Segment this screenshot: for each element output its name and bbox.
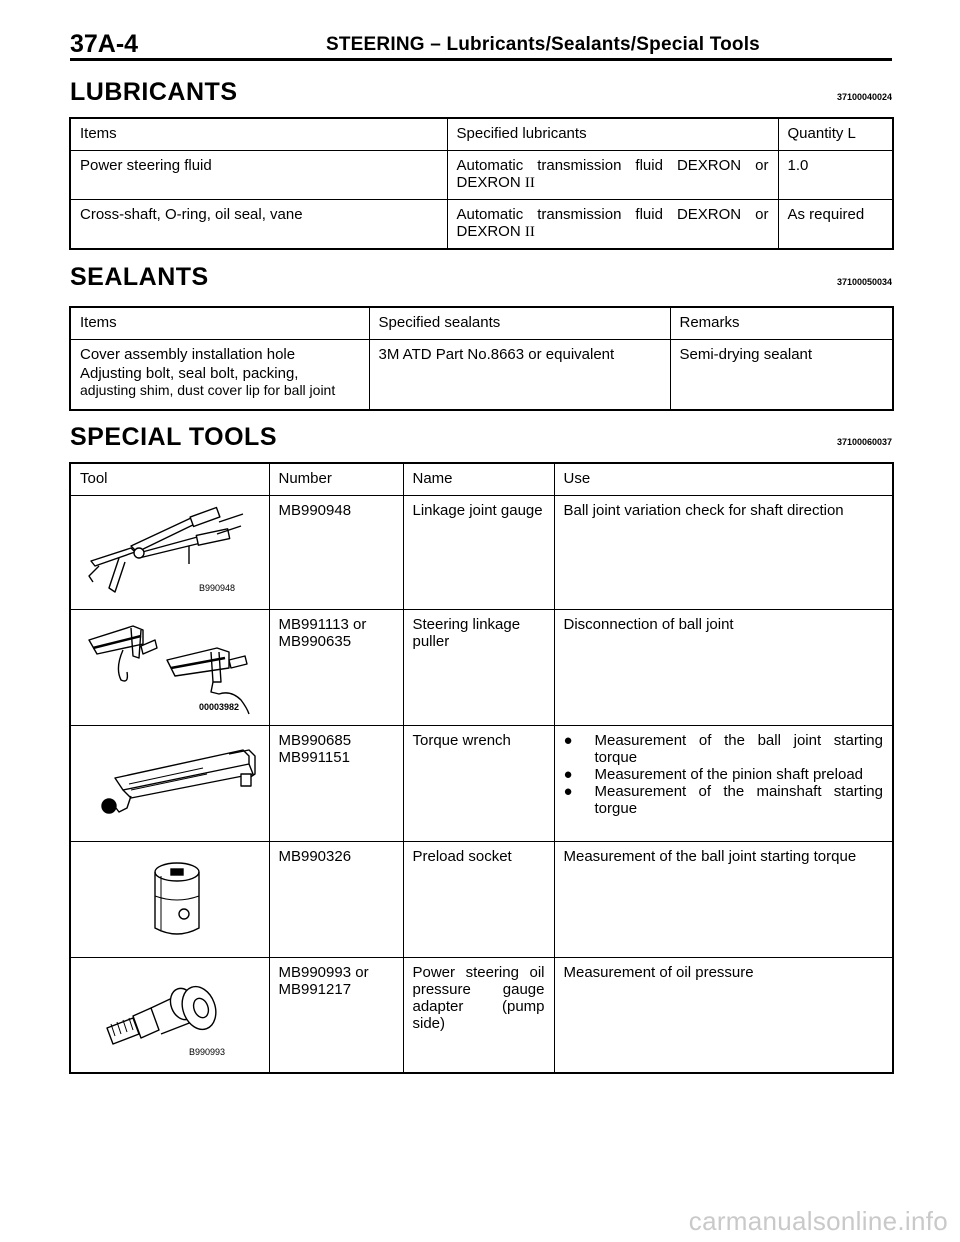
tool-image-cell [70, 842, 269, 958]
tool-use: Ball joint variation check for shaft direction [554, 496, 893, 610]
table-row [70, 842, 893, 958]
column-header: Remarks [670, 307, 893, 340]
sealant-item-line: adjusting shim, dust cover lip for ball joint [80, 382, 336, 398]
table-row [70, 496, 893, 610]
tool-use [554, 726, 893, 842]
table-row [70, 958, 893, 1074]
tool-number: MB990326 [269, 842, 403, 958]
tool-image-label: 00003982 [199, 702, 240, 712]
table-row [70, 200, 893, 249]
special-tools-table [69, 462, 894, 1074]
linkage-puller-illustration [71, 610, 270, 725]
column-header: Use [554, 463, 893, 496]
bullet-icon: ● [563, 732, 573, 749]
lubricants-heading: LUBRICANTS [70, 78, 238, 106]
sealant-remarks: Semi-drying sealant [670, 340, 893, 410]
lubricant-spec-text: Automatic transmission fluid DEXRON or DEXRON [456, 157, 769, 191]
sealant-spec: 3M ATD Part No.8663 or equivalent [369, 340, 670, 410]
table-header-row [70, 307, 893, 340]
tool-image-label: B990993 [189, 1047, 226, 1057]
tool-image-label: B990948 [199, 583, 236, 593]
tool-use-bullets [564, 732, 884, 817]
column-header: Quantity L [778, 118, 893, 151]
page-title: STEERING – Lubricants/Sealants/Special Tools [326, 34, 760, 55]
lubricant-spec [447, 151, 778, 200]
tool-use: Measurement of the ball joint starting torque [554, 842, 893, 958]
tool-name: Steering linkage puller [403, 610, 554, 726]
lubricant-spec-text: Automatic transmission fluid DEXRON or DEXRON [456, 206, 769, 240]
torque-wrench-illustration [71, 726, 270, 841]
page-number: 37A-4 [70, 30, 139, 58]
column-header: Tool [70, 463, 269, 496]
lubricants-code: 37100040024 [836, 92, 892, 102]
table-header-row [70, 118, 893, 151]
bullet-text: Measurement of the ball joint starting torque [594, 732, 883, 766]
bullet-text: Measurement of the pinion shaft preload [594, 766, 863, 783]
sealant-item-line: Adjusting bolt, seal bolt, packing, [80, 365, 299, 382]
special-tools-heading: SPECIAL TOOLS [70, 423, 278, 451]
column-header: Name [403, 463, 554, 496]
sealant-item [70, 340, 369, 410]
sealants-table [69, 306, 894, 411]
tool-name: Linkage joint gauge [403, 496, 554, 610]
watermark: carmanualsonline.info [688, 1206, 948, 1236]
column-header: Specified lubricants [447, 118, 778, 151]
tool-image-cell [70, 958, 269, 1074]
tool-name: Torque wrench [403, 726, 554, 842]
table-row [70, 726, 893, 842]
bullet-text: Measurement of the mainshaft starting torgue [594, 783, 883, 817]
sealant-item-line: Cover assembly installation hole [80, 346, 296, 363]
tool-number: MB991113 or MB990635 [269, 610, 403, 726]
lubricants-table [69, 117, 894, 250]
tool-image-cell [70, 726, 269, 842]
bullet-icon: ● [563, 766, 573, 783]
tool-number: MB990948 [269, 496, 403, 610]
column-header: Items [70, 118, 447, 151]
special-tools-code: 37100060037 [836, 437, 892, 447]
tool-image-cell [70, 610, 269, 726]
preload-socket-illustration [71, 842, 270, 957]
column-header: Number [269, 463, 403, 496]
table-header-row [70, 463, 893, 496]
tool-name: Preload socket [403, 842, 554, 958]
tool-use: Disconnection of ball joint [554, 610, 893, 726]
lubricant-item: Cross-shaft, O-ring, oil seal, vane [70, 200, 447, 249]
lubricant-spec-suffix: II [524, 224, 535, 240]
column-header: Items [70, 307, 369, 340]
linkage-gauge-illustration [71, 496, 270, 609]
tool-name: Power steering oil pressure gauge adapter (pump side) [403, 958, 554, 1074]
list-item [564, 766, 884, 783]
table-row [70, 151, 893, 200]
tool-number: MB990685 MB991151 [269, 726, 403, 842]
header-rule [70, 58, 892, 61]
table-row [70, 340, 893, 410]
lubricant-item: Power steering fluid [70, 151, 447, 200]
list-item [564, 732, 884, 766]
lubricant-spec [447, 200, 778, 249]
page-header [70, 30, 892, 58]
bullet-icon: ● [563, 783, 573, 800]
table-row [70, 610, 893, 726]
tool-number: MB990993 or MB991217 [269, 958, 403, 1074]
lubricant-quantity: As required [778, 200, 893, 249]
sealants-heading: SEALANTS [70, 263, 209, 291]
list-item [564, 783, 884, 817]
column-header: Specified sealants [369, 307, 670, 340]
lubricant-spec-suffix: II [524, 175, 535, 191]
sealants-code: 37100050034 [836, 277, 892, 287]
tool-use: Measurement of oil pressure [554, 958, 893, 1074]
tool-image-cell [70, 496, 269, 610]
gauge-adapter-illustration [71, 958, 270, 1072]
lubricant-quantity: 1.0 [778, 151, 893, 200]
